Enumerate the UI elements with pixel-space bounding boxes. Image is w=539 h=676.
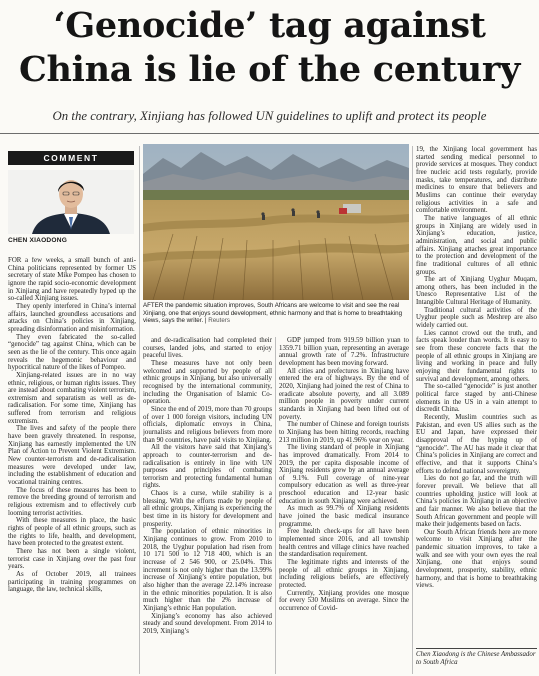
paragraph: Free health check-ups for all have been implemented since 2016, and all township health centres and village clinics have reached the standardisation requirement. [279, 528, 409, 559]
paragraph: Lies cannot crowd out the truth, and facts speak louder than words. It is easy to see from these concrete facts that the people of all ethnic groups in Xinjiang are living and working in peace and fully enjoying their fundamental rights to survival and development, among others. [416, 329, 537, 383]
paragraph: The native languages of all ethnic groups in Xinjiang are widely used in Xinjiang’s education, justice, administration, and social and public affairs. Xinjiang attaches great importance to the protection and development of the fine traditional cultures of all ethnic groups. [416, 214, 537, 276]
paragraph: Currently, Xinjiang provides one mosque for every 530 Muslims on average. Since the occurrence of Covid- [279, 589, 409, 612]
paragraph: Our South African friends here are more welcome to visit Xinjiang after the pandemic situation improves, to take a walk and see with your own eyes the real Xinjiang, one that enjoys sound development, prosperity, stability, ethnic harmony, and that is home to breathtaking views. [416, 528, 537, 590]
photo-credit: Reuters [208, 317, 230, 324]
paragraph: They even fabricated the so-called “genocide” tag against China, which can be seen as the lie of the century. This once again reveals the hegemonic behaviour and hypocritical nature of the likes of Pompeo. [8, 333, 136, 372]
paragraph: The lives and safety of the people there have been gravely threatened. In response, Xinjiang has earnestly implemented the UN Plan of Action to Prevent Violent Extremism. New counter-terrorism and de-radicalisation measures were developed under law, including the establishment of education and vocational training centres. [8, 425, 136, 487]
paragraph: As much as 99.7% of Xinjiang residents have joined the basic medical insurance programme. [279, 505, 409, 528]
paragraph: The art of Xinjiang Uyghur Muqam, among others, has been included in the Unesco Representative List of the Intangible Cultural Heritage of Humanity. [416, 276, 537, 307]
author-portrait-icon [8, 170, 134, 234]
paragraph: and de-radicalisation had completed their courses, landed jobs, and started to enjoy peaceful lives. [143, 337, 272, 360]
paragraph: Lies do not go far, and the truth will forever prevail. We believe that all countries upholding justice will look at China’s policies in Xinjiang in an objective and fair manner. We also believe that the South African government and people will make their judgements based on facts. [416, 475, 537, 529]
comment-label: COMMENT [8, 151, 134, 165]
paragraph: There has not been a single violent, terrorist case in Xinjiang over the past four years. [8, 547, 136, 571]
author-name: CHEN XIAODONG [8, 237, 68, 244]
news-photo [143, 144, 409, 300]
caption-text: AFTER the pandemic situation improves, South Africans are welcome to visit and see the real Xinjiang, one that enjoys sound development, ethnic harmony and that is home to breathtaking views, says the writer. [143, 302, 403, 324]
paragraph: The focus of these measures has been to remove the breeding ground of terrorism and religious extremism and to effectively curb looming terrorist activities. [8, 486, 136, 517]
paragraph: All the visitors have said that Xinjiang’s approach to counter-terrorism and de-radicalisation is entirely in line with UN purposes and principles of combating terrorism and protecting fundamental human rights. [143, 444, 272, 490]
author-byline: Chen Xiaodong is the Chinese Ambassador to South Africa [416, 651, 536, 666]
paragraph: Xinjiang’s economy has also achieved steady and sound development. From 2014 to 2019, Xinjiang’s [143, 612, 272, 635]
column-divider [139, 146, 140, 674]
paragraph: The population of ethnic minorities in Xinjiang continues to grow. From 2010 to 2018, the Uyghur population had risen from 10 171 500 to 12 718 400, which is an increase of 2 546 900, or 25.04%. This increment is not only higher than the 13.99% increase of Xinjiang’s entire population, but also higher than the average 22.14% increase in the ethnic minorities population. It is also much higher than the 2% increase of Xinjiang’s ethnic Han population. [143, 528, 272, 612]
paragraph: The living standard of people in Xinjiang has improved dramatically. From 2014 to 2019, the per capita disposable income of Xinjiang residents grew by an annual average of 9.1%. Full coverage of nine-year compulsory education as well as three-year preschool education and 12-year basic education in south Xinjiang were achieved. [279, 444, 409, 505]
paragraph: Chaos is a curse, while stability is a blessing. With the efforts made by people of all ethnic groups, Xinjiang is experiencing the best time in its history for development and prosperity. [143, 490, 272, 528]
headline-line-2: China is lie of the century [18, 49, 521, 90]
paragraph: Since the end of 2019, more than 70 groups of over 1 000 foreign visitors, including UN officials, diplomatic envoys in China, journalists and religious believers from more than 90 countries, have paid visits to Xinjiang. [143, 405, 272, 444]
article-column-1 [8, 257, 136, 675]
paragraph: Traditional cultural activities of the Uyghur people such as Meshrep are also widely carried out. [416, 306, 537, 330]
paragraph: The legitimate rights and interests of the people of all ethnic groups in Xinjiang, including religious beliefs, are effectively protected. [279, 559, 409, 589]
wheat-field-harvest-image [143, 144, 409, 300]
paragraph: Xinjiang-related issues are in no way ethnic, religious, or human rights issues. They are instead about combating violent terrorism, extremism and separatism as well as de-radicalisation. For some time, Xinjiang has suffered from terrorism and religious extremism. [8, 371, 136, 425]
article-column-2 [143, 337, 272, 675]
headline-line-1: ‘Genocide’ tag against [53, 5, 486, 46]
column-divider [275, 337, 276, 674]
subheadline: On the contrary, Xinjiang has followed UN guidelines to uplift and protect its people [52, 109, 487, 123]
paragraph: Recently, Muslim countries such as Pakistan, and even US allies such as the EU and Japan, have expressed their disapproval of the hyping up of “genocide”. The AU has made it clear that China’s policies in Xinjiang are correct and effective, and that it supports China’s efforts to defend national sovereignty. [416, 413, 537, 475]
header-divider [0, 133, 539, 134]
caption-separator: | [204, 317, 209, 324]
paragraph: These measures have not only been welcomed and supported by people of all ethnic groups in Xinjiang, but also universally recognised by the international community, including the Organisation of Islamic Co-operation. [143, 359, 272, 406]
paragraph: All cities and prefectures in Xinjiang have entered the era of highways. By the end of 2020, Xinjiang had joined the rest of China to eradicate absolute poverty, and all 3.089 million people in poverty under current standards in Xinjiang had been lifted out of poverty. [279, 367, 409, 421]
paragraph: The number of Chinese and foreign tourists to Xinjiang has been hitting records, reaching 213 million in 2019, up 41.96% year on year. [279, 421, 409, 444]
paragraph: GDP jumped from 919.59 billion yuan to 1359.71 billion yuan, representing an average annual growth rate of 7.2%. Infrastructure development has been moving forward. [279, 337, 409, 367]
paragraph: With these measures in place, the basic rights of people of all ethnic groups, such as the rights to life, health, and development, have been protected to the greatest extent. [8, 517, 136, 548]
article-column-4 [416, 146, 537, 646]
column-divider [412, 146, 413, 674]
author-portrait [8, 170, 134, 234]
article-column-3 [279, 337, 409, 675]
paragraph: They openly interfered in China’s internal affairs, launched groundless accusations and attacks on China’s policies in Xinjiang, spreading disinformation and misinformation. [8, 302, 136, 333]
photo-caption [143, 302, 409, 325]
paragraph: FOR a few weeks, a small bunch of anti-China politicians represented by former US secretary of state Mike Pompeo has chosen to ignore the rapid socio-economic development in Xinjiang and have repeatedly hyped up the so-called Xinjiang issues. [8, 257, 136, 303]
paragraph: 19, the Xinjiang local government has started sending medical personnel to provide services at mosques. They conduct free nucleic acid tests regularly, provide masks, take temperatures, and distribute medicines to ensure that believers and Muslims can continue their everyday religious activities in a safe and comfortable environment. [416, 146, 537, 215]
paragraph: The so-called “genocide” is just another political farce staged by anti-Chinese elements in the US in a vain attempt to discredit China. [416, 383, 537, 414]
paragraph: As of October 2019, all trainees participating in training programmes on language, the law, technical skills, [8, 570, 136, 594]
byline-divider [416, 648, 537, 649]
